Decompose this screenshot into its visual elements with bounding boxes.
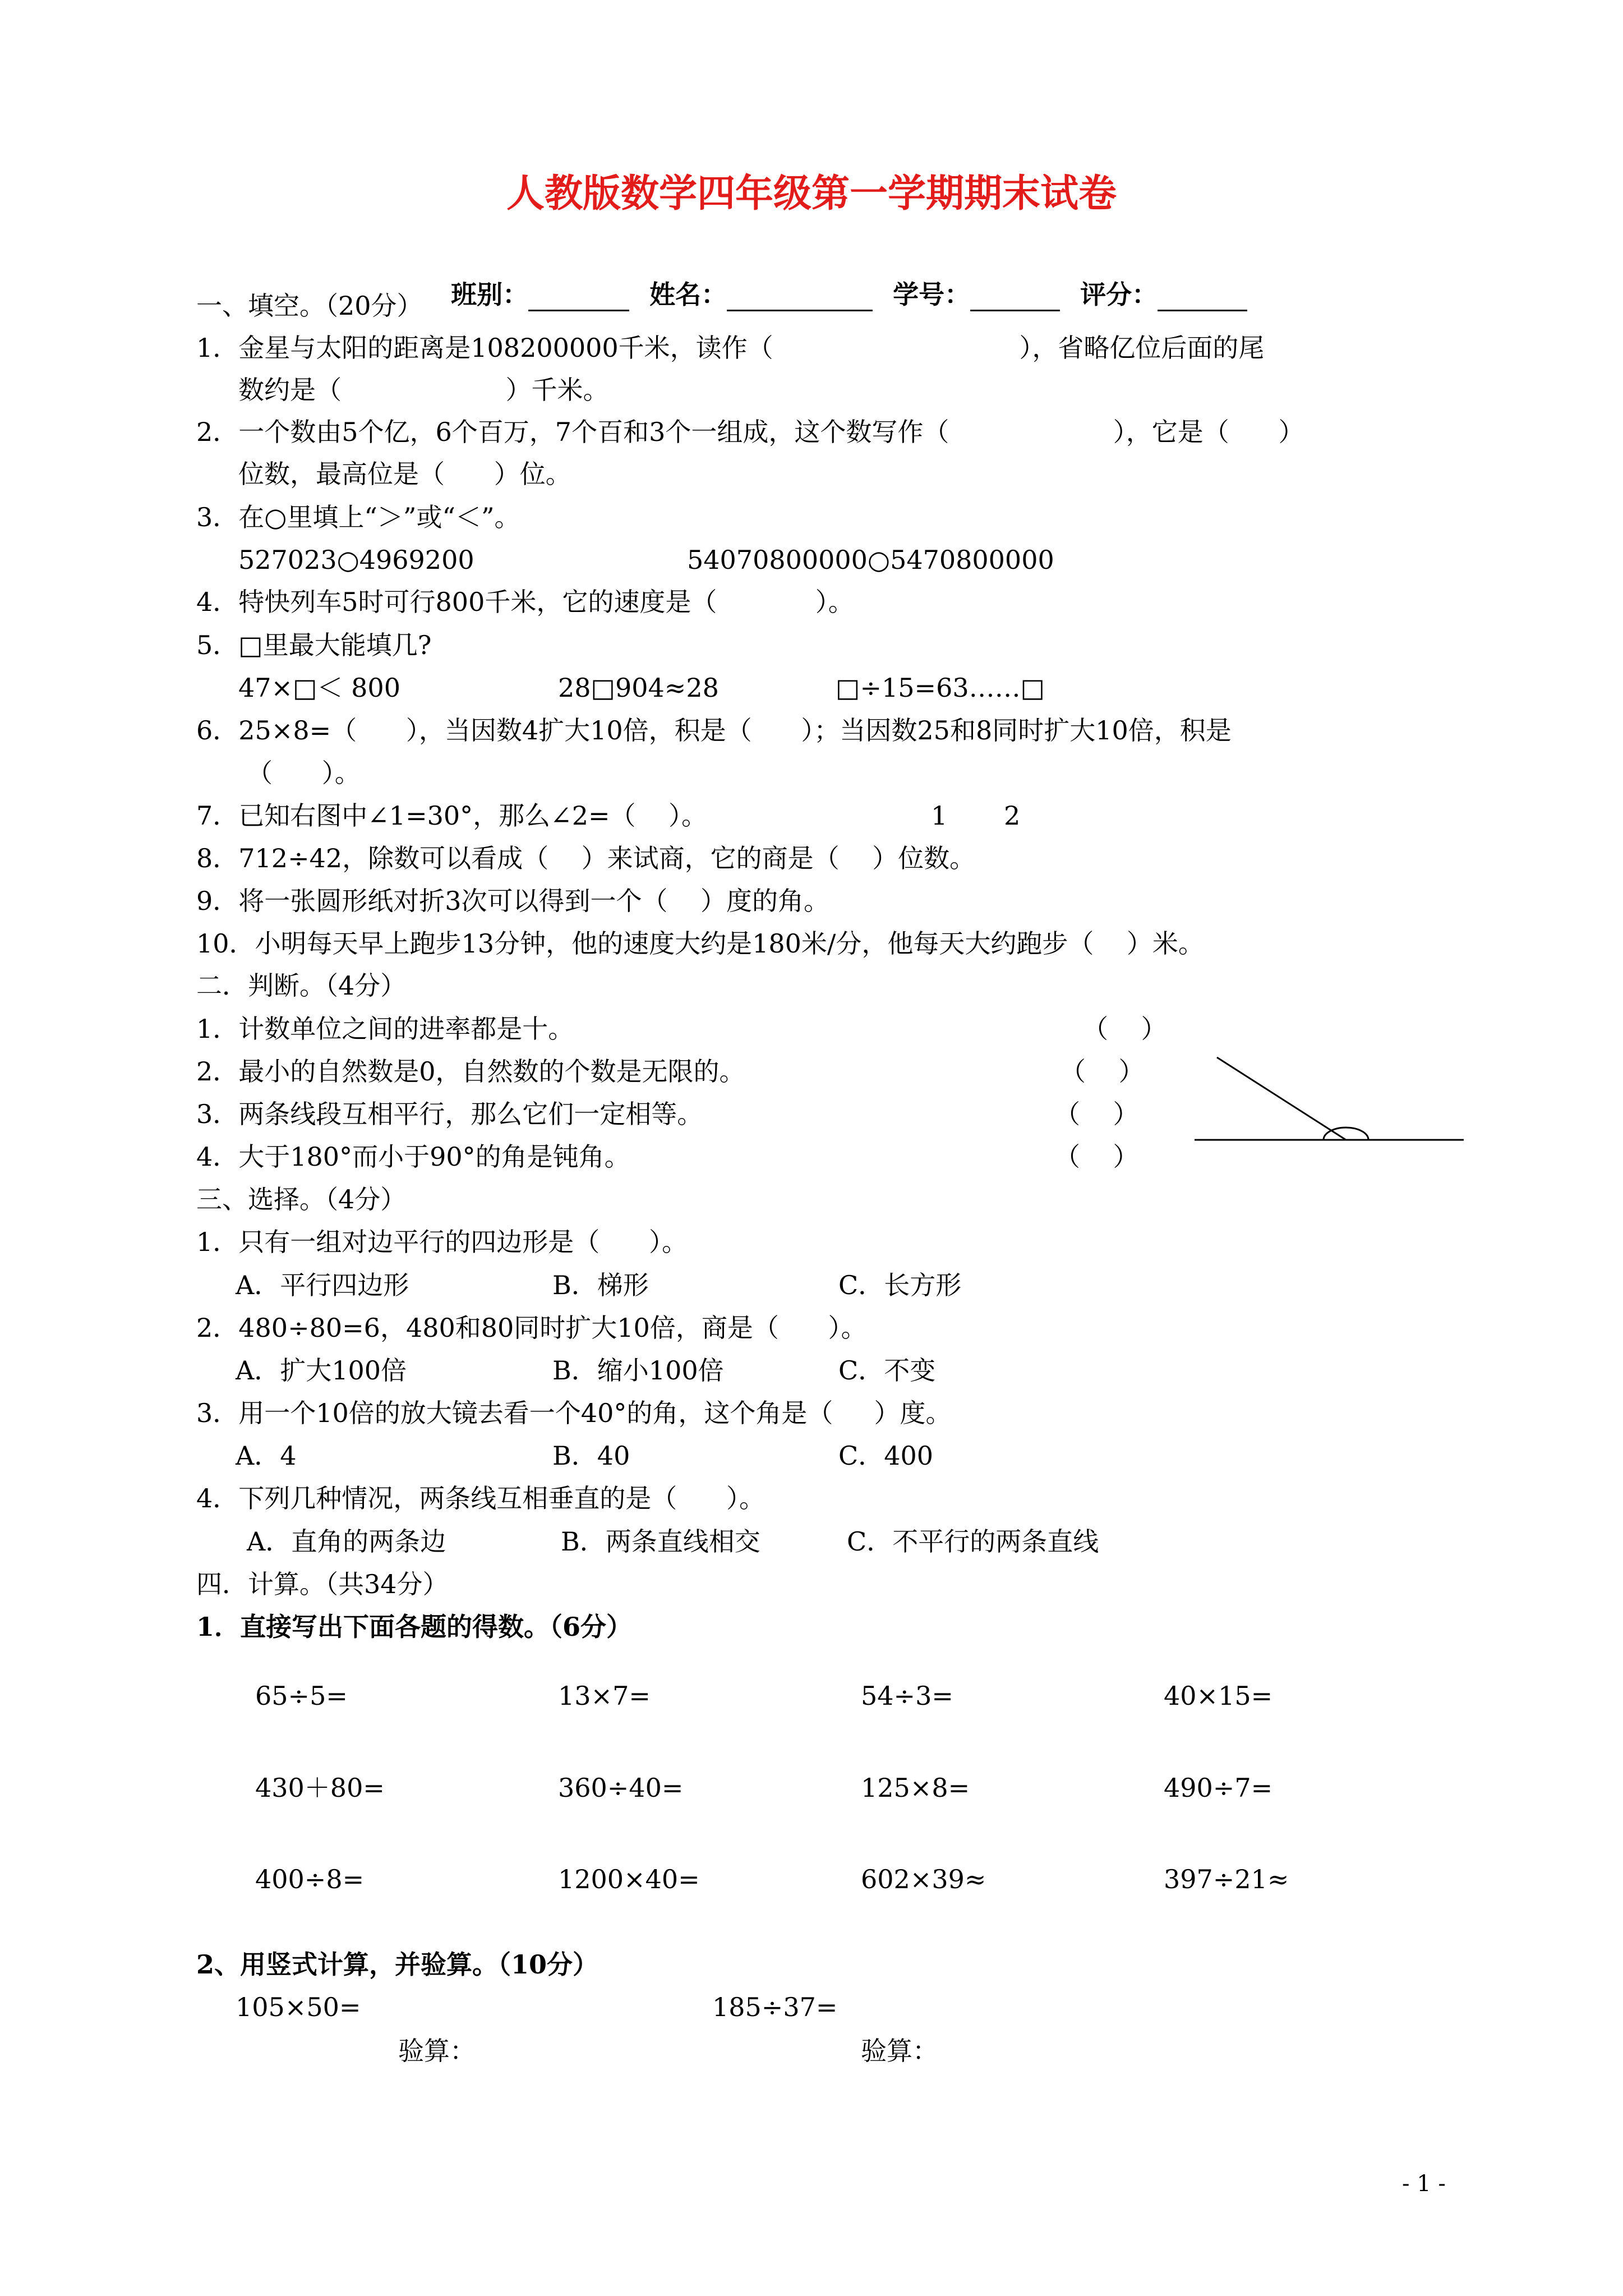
- s2-q2: 2．最小的自然数是0，自然数的个数是无限的。: [196, 1056, 745, 1087]
- s4-sub1-heading: 1．直接写出下面各题的得数。（6分）: [196, 1612, 633, 1642]
- s2-q4: 4．大于180°而小于90°的角是钝角。: [196, 1142, 630, 1172]
- student-info-line: [415, 244, 1247, 345]
- s2-q3-paren: （ ）: [1054, 1099, 1139, 1129]
- page-title: 人教版数学四年级第一学期期末试卷: [506, 171, 1117, 216]
- s2-q4-paren: （ ）: [1054, 1142, 1139, 1172]
- calc-r1-c3: 54÷3=: [861, 1681, 953, 1711]
- s1-q2-line1: 2．一个数由5个亿，6个百万，7个百和3个一组成，这个数写作（ ），它是（ ）: [196, 417, 1304, 447]
- s1-q6-line1: 6．25×8=（ ），当因数4扩大10倍，积是（ ）；当因数25和8同时扩大10倍，积是: [196, 715, 1232, 746]
- calc-r1-c2: 13×7=: [558, 1681, 651, 1711]
- name-blank: [727, 285, 873, 311]
- s3-q4-option-c: C．不平行的两条直线: [847, 1526, 1099, 1557]
- s1-q7-angle-label-2: 2: [1004, 800, 1021, 831]
- section-2-heading: 二．判断。（4分）: [196, 970, 407, 1001]
- s1-q5-item-3: □÷15=63……□: [836, 673, 1045, 703]
- s3-q1-option-c: C．长方形: [838, 1270, 962, 1300]
- s3-q2: 2．480÷80=6，480和80同时扩大10倍，商是（ ）。: [196, 1313, 867, 1343]
- s3-q4-option-b: B．两条直线相交: [561, 1526, 760, 1557]
- s1-q9: 9．将一张圆形纸对折3次可以得到一个（ ）度的角。: [196, 886, 830, 916]
- s3-q4: 4．下列几种情况，两条线互相垂直的是（ ）。: [196, 1483, 765, 1513]
- calc-r3-c4: 397÷21≈: [1164, 1864, 1289, 1894]
- id-blank: [970, 285, 1060, 311]
- section-1-heading: 一、填空。（20分）: [196, 291, 423, 321]
- calc-r1-c1: 65÷5=: [255, 1681, 348, 1711]
- s1-q6-line2: （ ）。: [247, 758, 361, 788]
- score-label: 评分：: [1080, 279, 1158, 310]
- s3-q1: 1．只有一组对边平行的四边形是（ ）。: [196, 1227, 688, 1257]
- s1-q3-compare-1: 527023○4969200: [238, 545, 474, 575]
- name-label: 姓名：: [649, 279, 727, 310]
- id-label: 学号：: [893, 279, 971, 310]
- calc-r3-c3: 602×39≈: [861, 1864, 986, 1894]
- s1-q8: 8．712÷42，除数可以看成（ ）来试商，它的商是（ ）位数。: [196, 843, 976, 873]
- s2-q1: 1．计数单位之间的进率都是十。: [196, 1014, 574, 1044]
- s3-q1-option-b: B．梯形: [552, 1270, 649, 1300]
- s1-q1-line2: 数约是（ ）千米。: [238, 375, 609, 405]
- angle-figure: [1189, 1049, 1481, 1150]
- s3-q3-option-a: A．4: [236, 1441, 297, 1471]
- section-3-heading: 三、选择。（4分）: [196, 1184, 407, 1214]
- s1-q7-angle-label-1: 1: [931, 800, 948, 831]
- s1-q7: 7．已知右图中∠1=30°，那么∠2=（ ）。: [196, 800, 707, 831]
- s3-q2-option-b: B．缩小100倍: [552, 1355, 724, 1386]
- s1-q1-line1: 1．金星与太阳的距离是108200000千米，读作（ ），省略亿位后面的尾: [196, 333, 1265, 363]
- class-blank: [528, 285, 629, 311]
- s1-q5-item-1: 47×□＜ 800: [238, 673, 400, 703]
- check-label-1: 验算：: [398, 2036, 476, 2066]
- s3-q3-option-b: B．40: [552, 1441, 630, 1471]
- calc-r3-c1: 400÷8=: [255, 1864, 365, 1894]
- s1-q2-line2: 位数，最高位是（ ）位。: [238, 459, 571, 489]
- page-number: - 1 -: [1402, 2171, 1446, 2197]
- s3-q4-option-a: A．直角的两条边: [247, 1526, 446, 1557]
- s1-q5-line1: 5．□里最大能填几?: [196, 630, 432, 660]
- class-label: 班别：: [451, 279, 529, 310]
- vertical-calc-1: 105×50=: [236, 1992, 361, 2022]
- s1-q3-line1: 3．在○里填上“＞”或“＜”。: [196, 502, 520, 532]
- calc-r3-c2: 1200×40=: [558, 1864, 700, 1894]
- s2-q1-paren: （ ）: [1082, 1014, 1167, 1044]
- s4-sub2-heading: 2、用竖式计算，并验算。（10分）: [196, 1949, 599, 1980]
- check-label-2: 验算：: [861, 2036, 938, 2066]
- s1-q10: 10．小明每天早上跑步13分钟，他的速度大约是180米/分，他每天大约跑步（ ）米。: [196, 928, 1204, 959]
- score-blank: [1158, 285, 1247, 311]
- s3-q3: 3．用一个10倍的放大镜去看一个40°的角，这个角是（ ）度。: [196, 1398, 952, 1428]
- calc-r2-c4: 490÷7=: [1164, 1773, 1273, 1803]
- s2-q3: 3．两条线段互相平行，那么它们一定相等。: [196, 1099, 703, 1129]
- calc-r2-c1: 430＋80=: [255, 1773, 385, 1803]
- vertical-calc-2: 185÷37=: [712, 1992, 838, 2022]
- s3-q3-option-c: C．400: [838, 1441, 933, 1471]
- s3-q2-option-c: C．不变: [838, 1355, 936, 1386]
- section-4-heading: 四．计算。（共34分）: [196, 1569, 449, 1599]
- s3-q1-option-a: A．平行四边形: [236, 1270, 409, 1300]
- angle-slanted-line: [1217, 1057, 1346, 1140]
- s1-q5-item-2: 28□904≈28: [558, 673, 719, 703]
- s3-q2-option-a: A．扩大100倍: [236, 1355, 407, 1386]
- s2-q2-paren: （ ）: [1060, 1056, 1145, 1087]
- s1-q4: 4．特快列车5时可行800千米，它的速度是（ ）。: [196, 587, 854, 617]
- calc-r1-c4: 40×15=: [1164, 1681, 1273, 1711]
- calc-r2-c3: 125×8=: [861, 1773, 970, 1803]
- s1-q3-compare-2: 54070800000○5470800000: [687, 545, 1054, 575]
- calc-r2-c2: 360÷40=: [558, 1773, 684, 1803]
